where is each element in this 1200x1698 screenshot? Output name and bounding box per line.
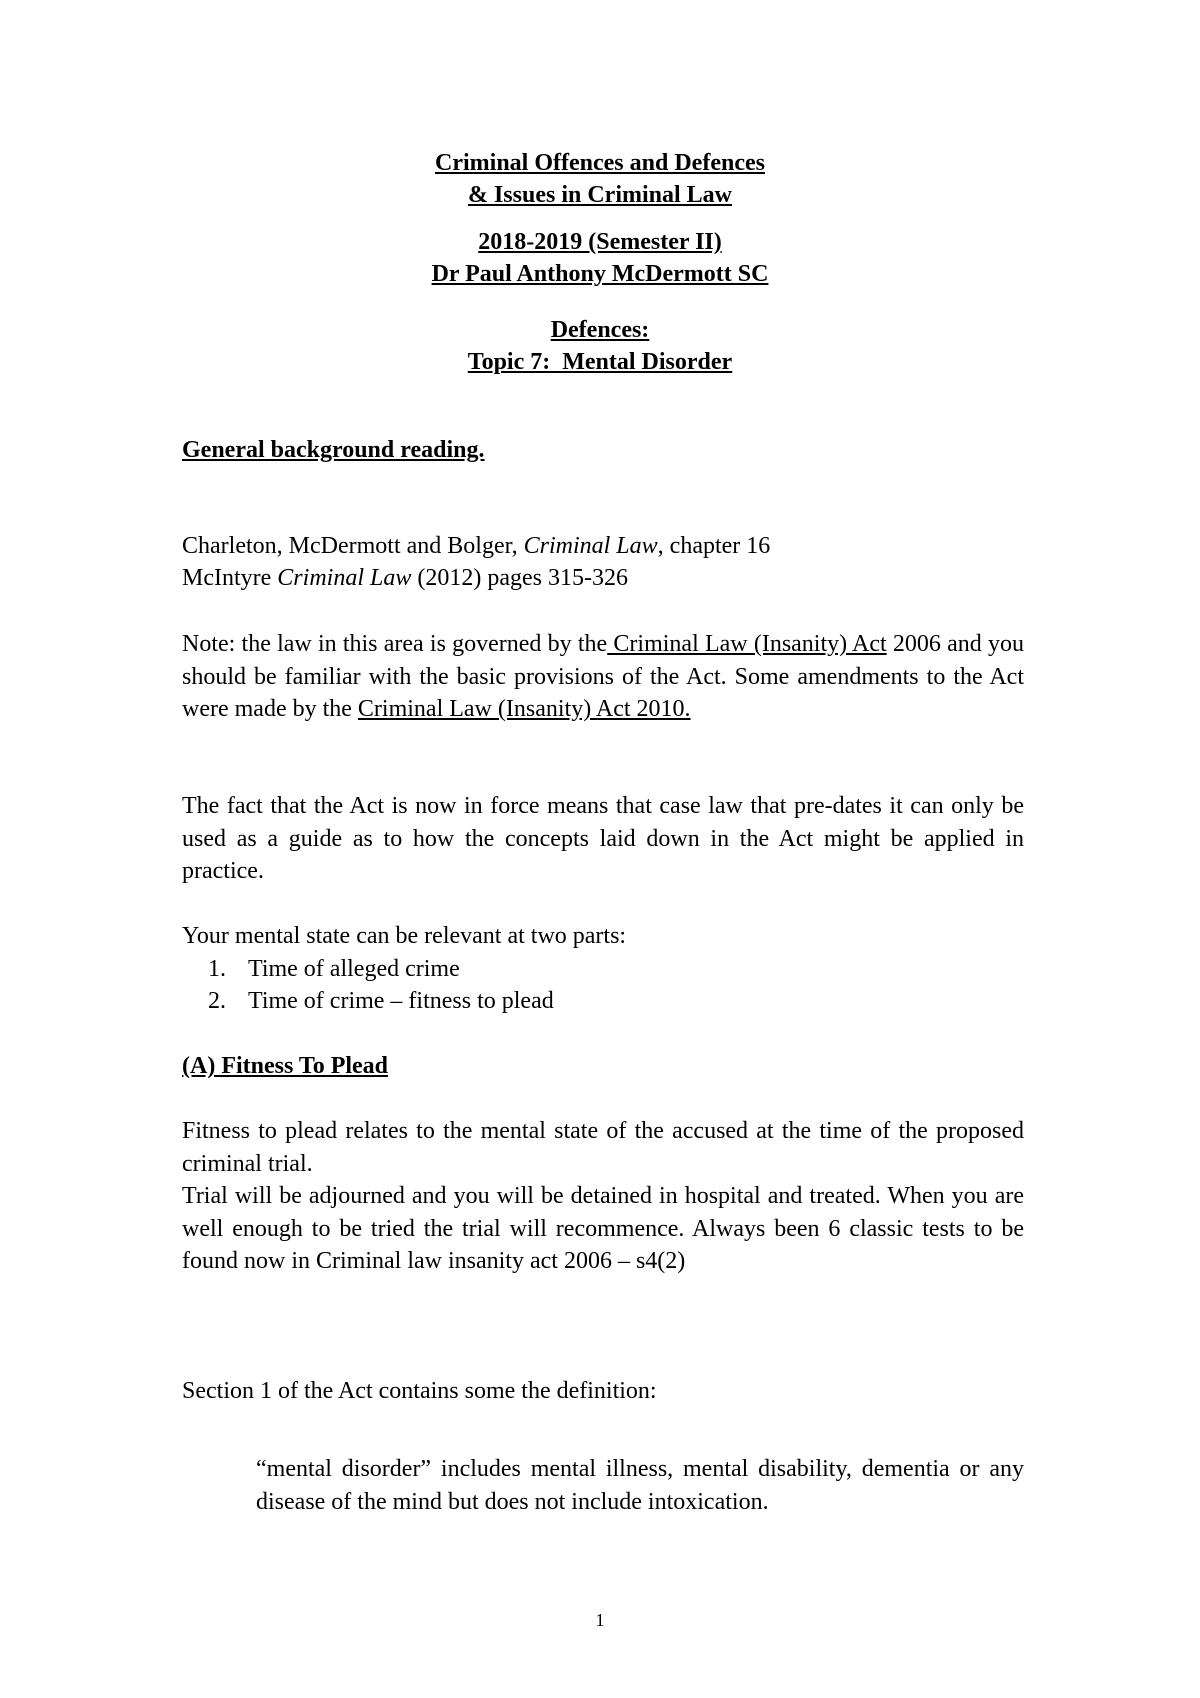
fitness-paragraph-1: Fitness to plead relates to the mental state of the accused at the time of the proposed criminal trial. xyxy=(182,1118,1024,1177)
reading-ref-1 xyxy=(182,530,1024,563)
ref2-title: Criminal Law xyxy=(277,565,412,591)
list-text: Time of alleged crime xyxy=(248,955,460,982)
act-2010-link[interactable]: Criminal Law (Insanity) Act 2010. xyxy=(357,696,691,722)
fitness-paragraph-2: Trial will be adjourned and you will be detained in hospital and treated. When you are well enough to be tried the trial will recommence. Always been 6 classic tests to be found now in Criminal law insanity act 2006 – s4(2) xyxy=(182,1183,1024,1274)
ref2-author: McIntyre xyxy=(182,565,278,591)
list-text: Time of crime – fitness to plead xyxy=(248,988,554,1014)
course-title-line1: Criminal Offences and Defences xyxy=(435,150,765,176)
lecturer: Dr Paul Anthony McDermott SC xyxy=(431,261,769,287)
act-2006-link[interactable]: Criminal Law (Insanity) Act xyxy=(607,631,887,657)
reading-ref-2 xyxy=(182,562,1024,595)
note-text-1: Note: the law in this area is governed by the xyxy=(182,631,608,657)
section-label: Defences: xyxy=(550,317,650,343)
list-number: 1. xyxy=(208,955,226,982)
reading-heading-text: General background reading. xyxy=(182,437,485,463)
section1-intro: Section 1 of the Act contains some the definition: xyxy=(182,1378,657,1404)
topic-title: Topic 7: Mental Disorder xyxy=(467,349,733,375)
list-number: 2. xyxy=(208,988,226,1014)
topic-block xyxy=(0,314,1200,378)
list-item xyxy=(208,985,1024,1018)
ref1-chapter: , chapter 16 xyxy=(657,533,771,559)
fitness-heading-text: (A) Fitness To Plead xyxy=(182,1053,389,1079)
mental-state-list xyxy=(182,953,1024,1018)
ref2-pages: (2012) pages 315-326 xyxy=(411,565,628,591)
ref1-authors: Charleton, McDermott and Bolger, xyxy=(182,533,524,559)
course-title-block xyxy=(0,147,1200,211)
list-item xyxy=(208,953,1024,986)
mental-disorder-definition: “mental disorder” includes mental illness, mental disability, dementia or any disease of the mind but does not include intoxication. xyxy=(256,1456,1024,1515)
mental-state-intro: Your mental state can be relevant at two parts: xyxy=(182,923,627,949)
mental-state-block xyxy=(182,920,1024,1018)
note-paragraph xyxy=(182,628,1030,726)
fitness-heading xyxy=(182,1050,1024,1083)
term: 2018-2019 (Semester II) xyxy=(478,229,722,255)
ref1-title: Criminal Law xyxy=(523,533,658,559)
reading-heading xyxy=(182,434,1024,467)
page-number: 1 xyxy=(595,1610,605,1630)
course-title-line2: & Issues in Criminal Law xyxy=(467,182,733,208)
note-text-2: 2006 and you should be familiar with the basic provisions of the Act. Some amendments to the Act were made by the xyxy=(182,631,1030,722)
act-in-force-paragraph: The fact that the Act is now in force means that case law that pre-dates it can only be used as a guide as to how the concepts laid down in the Act might be applied in practice. xyxy=(182,793,1024,884)
term-lecturer-block xyxy=(0,226,1200,290)
